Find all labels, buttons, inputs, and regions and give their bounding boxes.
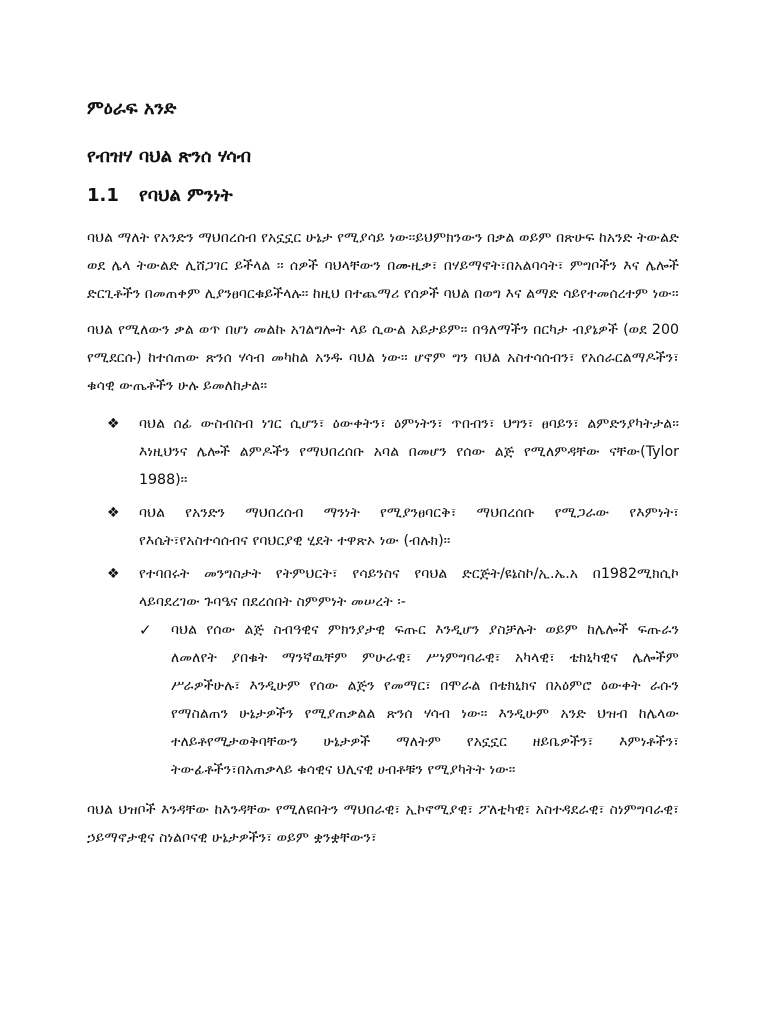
chapter-subtitle: የብዝሃ ባህል ጽንሰ ሃሳብ: [87, 146, 252, 167]
section-title: የባህል ምንነት: [139, 185, 233, 206]
bullet-list: [87, 410, 679, 784]
section-number: 1.1: [87, 185, 119, 206]
paragraph: ባህል የሚለውን ቃል ወጥ በሆነ መልኩ አገልግሎት ላይ ሲውል አይታይም፡፡ በዓለማችን በርካታ ብያኔዎች (ወደ 200 የሚደርሱ) ከተሰጠው ጽንሰ ሃሳብ መካከል አንዱ ባህል ነው፡፡ ሆኖም ግን ባህል አስተሳሰብን፣ የአሰራርልማዶችን፣ ቁሳዊ ውጤቶችን ሁሉ ይመለከታል፡፡: [87, 322, 679, 394]
diamond-bullet-icon: ❖: [107, 416, 120, 432]
bullet-text: የተባበሩት መንግስታት የትምህርት፣ የሳይንስና የባህል ድርጅት/ዩኔስኮ/ኢ.ኤ.አ በ1982ሚክሲኮ ላይባደረገው ጉባዔና በደረሰበት ስምምነት መሠረት ፡-: [139, 566, 679, 610]
section-heading: [87, 184, 233, 208]
checkmark-icon: ✓: [139, 621, 152, 639]
diamond-bullet-icon: ❖: [107, 505, 120, 521]
paragraph: ባህል ማለት የአንድን ማህበረሰብ የአኗኗር ሁኔታ የሚያሳይ ነው፡፡ይህምክንውን በቃል ወይም በጽሁፍ ከአንድ ትውልድ ወደ ሌላ ትውልድ ሊሸጋገር ይችላል ፡፡ ሰዎች ባህላቸውን በሙዚቃ፣ በሃይማኖት፣በአልባሳት፣ ምግቦችን እና ሌሎች ድርጊቶችን በመጠቀም ሊያንፀባርቁይችላሉ፡፡ ከዚህ በተጨማሪ የሰዎች ባህል በወግ እና ልማድ ሳይየተመሰረተም ነው፡፡: [87, 230, 679, 302]
sub-bullet-list: [139, 616, 679, 784]
document-body: [87, 224, 679, 852]
bullet-item: [87, 499, 679, 555]
bullet-item: [87, 560, 679, 784]
bullet-item: [87, 410, 679, 494]
bullet-text: ባህል የአንድን ማህበረሰብ ማንነት የሚያንፀባርቅ፣ ማህበረሰቡ የሚጋራው የእምነት፣ የእሴት፣የአስተሳሰብና የባህርያዊ ሂደት ተዋጽኦ ነው (ብሉክ)፡፡: [139, 505, 679, 549]
closing-paragraph: ባህል ህዝቦች እንዳቸው ከእንዳቸው የሚለዩበትን ማህበራዊ፣ ኢኮኖሚያዊ፣ ፖለቲካዊ፣ አስተዳደራዊ፣ ስነምግባራዊ፣ ኃይማኖታዊና ስነልቦናዊ ሁኔታዎችን፣ ወይም ቋንቋቸውን፣: [87, 802, 679, 846]
sub-bullet-item: [119, 616, 679, 784]
bullet-text: ባህል ሰፊ ውስብስብ ነገር ሲሆን፣ ዕውቀትን፣ ዕምነትን፣ ጥበብን፣ ህግን፣ ፀባይን፣ ልምድንያካትታል፡፡እነዚህንና ሌሎች ልምዶችን የማህበረሰቡ አባል በመሆን የሰው ልጅ የሚለምዳቸው ናቸው(Tylor 1988)፡፡: [139, 416, 679, 488]
diamond-bullet-icon: ❖: [107, 566, 120, 582]
sub-bullet-text: ባህል የሰው ልጅ ስብዓዊና ምክንያታዊ ፍጡር እንዲሆን ያስቻሉት ወይም ከሌሎች ፍጡራን ለመለየት ያበቁት ማንኛዉቸም ምሁራዊ፣ ሥነምግባራዊ፣ አካላዊ፣ ቴክኒካዊና ሌሎችም ሥራዎችሁሉ፣ እንዲሁም የሰው ልጅን የመማር፣ በሞራል በቴክኒክና በአዕምሮ ዕውቀት ራሱን የማስልጠን ሁኔታዎችን የሚያጠቃልል ጽንሰ ሃሳብ ነው፡፡ እንዲሁም አንድ ህዝብ ከሌላው ተለይቶየሚታወቅባቸውን ሁኔታዎች ማለትም የአኗኗር ዘይቤዎችን፣ እምነቶችን፣ ትውፊቶችን፣በአጠቃላይ ቁሳዊና ህሊናዊ ሀብቶቹን የሚያካትት ነው፡፡: [171, 622, 679, 778]
chapter-title: ምዕራፍ አንድ: [87, 98, 177, 119]
